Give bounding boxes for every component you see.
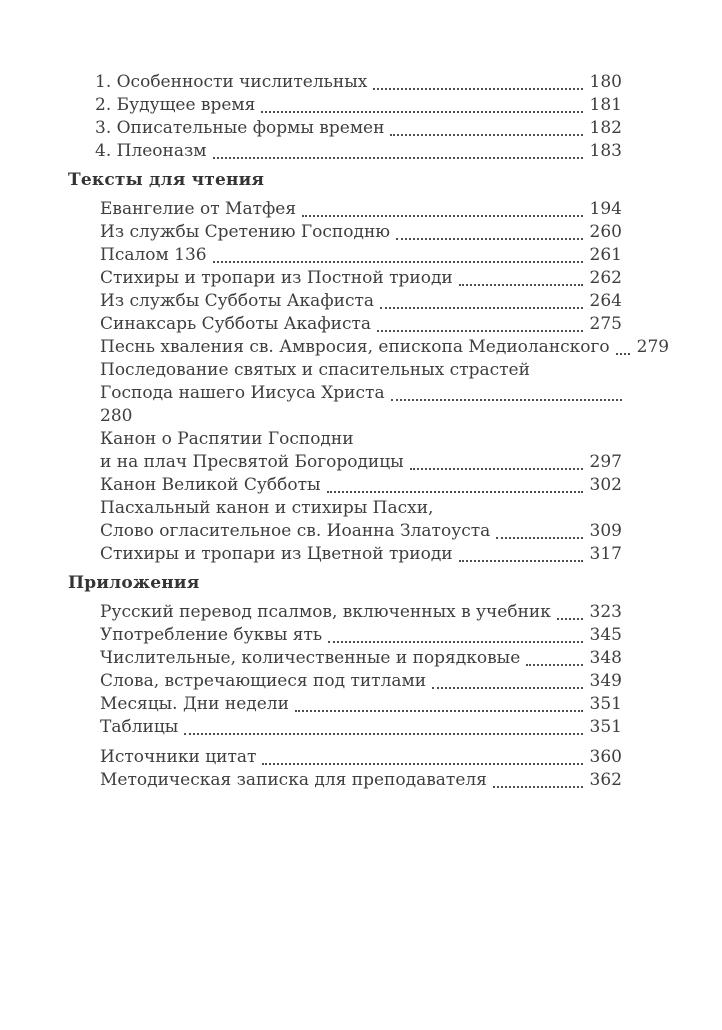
section-heading: Приложения bbox=[68, 573, 200, 593]
toc-entry-row bbox=[100, 198, 622, 221]
toc-page-number: 302 bbox=[589, 475, 622, 495]
leader-dots bbox=[295, 693, 583, 716]
toc-page-number: 362 bbox=[589, 770, 622, 790]
leader-dots bbox=[557, 601, 583, 624]
toc-page-number: 260 bbox=[589, 222, 622, 242]
leader-dots bbox=[526, 647, 582, 670]
leader-dots bbox=[373, 71, 582, 94]
toc-entry-row bbox=[100, 624, 622, 647]
leader-dots bbox=[496, 520, 582, 543]
toc-page-number: 279 bbox=[636, 337, 670, 357]
toc-entry bbox=[68, 497, 622, 543]
toc-page-number: 262 bbox=[589, 268, 622, 288]
leader-dots bbox=[380, 290, 583, 313]
toc-entry-title: 2. Будущее время bbox=[95, 95, 256, 115]
toc-page-number: 261 bbox=[589, 245, 622, 265]
toc-entry-title: Из службы Субботы Акафиста bbox=[100, 291, 375, 311]
toc-page-number: 349 bbox=[589, 671, 622, 691]
toc-entry-title-line: Пасхальный канон и стихиры Пасхи, bbox=[100, 498, 434, 518]
leader-dots bbox=[261, 94, 582, 117]
toc-section bbox=[68, 71, 622, 163]
toc-entry bbox=[68, 198, 622, 221]
leader-dots bbox=[262, 746, 582, 769]
toc-page-number: 180 bbox=[589, 72, 622, 92]
leader-dots bbox=[377, 313, 583, 336]
toc-entry-row bbox=[100, 313, 622, 336]
toc-entry bbox=[68, 693, 622, 716]
toc-entry-title: Стихиры и тропари из Цветной триоди bbox=[100, 544, 453, 564]
toc-entry bbox=[68, 601, 622, 624]
table-of-contents bbox=[68, 71, 670, 792]
toc-entry-row bbox=[100, 451, 622, 474]
toc-entry-row bbox=[100, 520, 622, 543]
toc-entry-row bbox=[100, 290, 622, 313]
leader-dots bbox=[184, 716, 582, 739]
toc-entry bbox=[68, 336, 670, 359]
toc-entry bbox=[68, 647, 622, 670]
toc-entry bbox=[68, 474, 622, 497]
leader-dots bbox=[327, 474, 583, 497]
toc-entry-row bbox=[95, 94, 622, 117]
toc-entry bbox=[68, 543, 622, 566]
toc-entry bbox=[68, 221, 622, 244]
toc-entry bbox=[68, 290, 622, 313]
toc-page-number: 309 bbox=[589, 521, 622, 541]
toc-entry-row bbox=[100, 670, 622, 693]
toc-entry-title: Слово огласительное св. Иоанна Златоуста bbox=[100, 521, 491, 541]
toc-entry bbox=[68, 94, 622, 117]
toc-entry-row bbox=[100, 474, 622, 497]
leader-dots bbox=[391, 382, 622, 405]
toc-entry-row bbox=[100, 769, 622, 792]
toc-page-number: 182 bbox=[589, 118, 622, 138]
leader-dots bbox=[432, 670, 582, 693]
toc-entry-row bbox=[100, 267, 622, 290]
toc-entry-row bbox=[100, 716, 622, 739]
toc-entry-row bbox=[100, 543, 622, 566]
toc-section bbox=[68, 572, 622, 792]
toc-entry bbox=[68, 624, 622, 647]
toc-entry bbox=[68, 71, 622, 94]
toc-page-number: 275 bbox=[589, 314, 622, 334]
toc-entry-title: 1. Особенности числительных bbox=[95, 72, 368, 92]
toc-page-number-own-line: 280 bbox=[100, 406, 133, 426]
toc-entry-row bbox=[95, 71, 622, 94]
toc-entry-title: Стихиры и тропари из Постной триоди bbox=[100, 268, 453, 288]
toc-entry-title: Из службы Сретению Господню bbox=[100, 222, 391, 242]
toc-entry bbox=[68, 359, 622, 428]
toc-entry bbox=[68, 428, 622, 474]
leader-dots bbox=[213, 140, 583, 163]
toc-section bbox=[68, 169, 670, 566]
toc-entry-title: 4. Плеоназм bbox=[95, 141, 207, 161]
leader-dots bbox=[459, 543, 583, 566]
toc-entry bbox=[68, 670, 622, 693]
toc-entry bbox=[68, 117, 622, 140]
toc-entry-title: и на плач Пресвятой Богородицы bbox=[100, 452, 404, 472]
toc-page-number: 360 bbox=[589, 747, 622, 767]
toc-entry-title: Песнь хваления св. Амвросия, епископа Медиоланского bbox=[100, 337, 610, 357]
toc-entry-row bbox=[100, 336, 670, 359]
toc-page-number: 194 bbox=[589, 199, 622, 219]
toc-entry bbox=[68, 769, 622, 792]
toc-entry-title-line: Последование святых и спасительных страстей bbox=[100, 360, 530, 380]
toc-page-number: 183 bbox=[589, 141, 622, 161]
toc-entry-row bbox=[95, 140, 622, 163]
toc-entry-title: Псалом 136 bbox=[100, 245, 207, 265]
toc-entry-row bbox=[100, 244, 622, 267]
leader-dots bbox=[396, 221, 582, 244]
toc-entry-title: Месяцы. Дни недели bbox=[100, 694, 289, 714]
leader-dots bbox=[493, 769, 583, 792]
toc-entry-title: Методическая записка для преподавателя bbox=[100, 770, 487, 790]
leader-dots bbox=[213, 244, 583, 267]
toc-entry bbox=[68, 746, 622, 769]
toc-entry-row bbox=[100, 693, 622, 716]
toc-entry-title-line: Канон о Распятии Господни bbox=[100, 429, 354, 449]
toc-entry-title: Таблицы bbox=[100, 717, 179, 737]
leader-dots bbox=[616, 336, 630, 359]
leader-dots bbox=[390, 117, 582, 140]
toc-entry-title: 3. Описательные формы времен bbox=[95, 118, 385, 138]
toc-entry-title: Употребление буквы ять bbox=[100, 625, 323, 645]
toc-page-number: 181 bbox=[589, 95, 622, 115]
toc-entry-title: Числительные, количественные и порядковые bbox=[100, 648, 521, 668]
toc-entry bbox=[68, 313, 622, 336]
toc-page-number: 317 bbox=[589, 544, 622, 564]
toc-entry-row bbox=[100, 746, 622, 769]
toc-page-number: 323 bbox=[589, 602, 622, 622]
toc-entry-title: Слова, встречающиеся под титлами bbox=[100, 671, 427, 691]
leader-dots bbox=[302, 198, 582, 221]
toc-entry-row bbox=[100, 601, 622, 624]
toc-page-number: 351 bbox=[589, 717, 622, 737]
toc-entry-title: Синаксарь Субботы Акафиста bbox=[100, 314, 372, 334]
toc-page-number: 351 bbox=[589, 694, 622, 714]
toc-page-number: 345 bbox=[589, 625, 622, 645]
toc-entry-title: Источники цитат bbox=[100, 747, 257, 767]
toc-entry-title: Канон Великой Субботы bbox=[100, 475, 321, 495]
leader-dots bbox=[459, 267, 583, 290]
toc-entry bbox=[68, 716, 622, 739]
section-heading: Тексты для чтения bbox=[68, 170, 265, 190]
toc-entry-row bbox=[100, 382, 622, 405]
toc-page-number: 297 bbox=[589, 452, 622, 472]
toc-entry-title: Русский перевод псалмов, включенных в учебник bbox=[100, 602, 551, 622]
leader-dots bbox=[328, 624, 582, 647]
toc-entry-title: Евангелие от Матфея bbox=[100, 199, 297, 219]
toc-entry-row bbox=[95, 117, 622, 140]
leader-dots bbox=[410, 451, 583, 474]
toc-entry-row bbox=[100, 647, 622, 670]
toc-page-number: 348 bbox=[589, 648, 622, 668]
toc-entry-row bbox=[100, 221, 622, 244]
toc-entry bbox=[68, 244, 622, 267]
toc-entry bbox=[68, 267, 622, 290]
toc-entry-title: Господа нашего Иисуса Христа bbox=[100, 383, 385, 403]
toc-entry bbox=[68, 140, 622, 163]
toc-page-number: 264 bbox=[589, 291, 622, 311]
